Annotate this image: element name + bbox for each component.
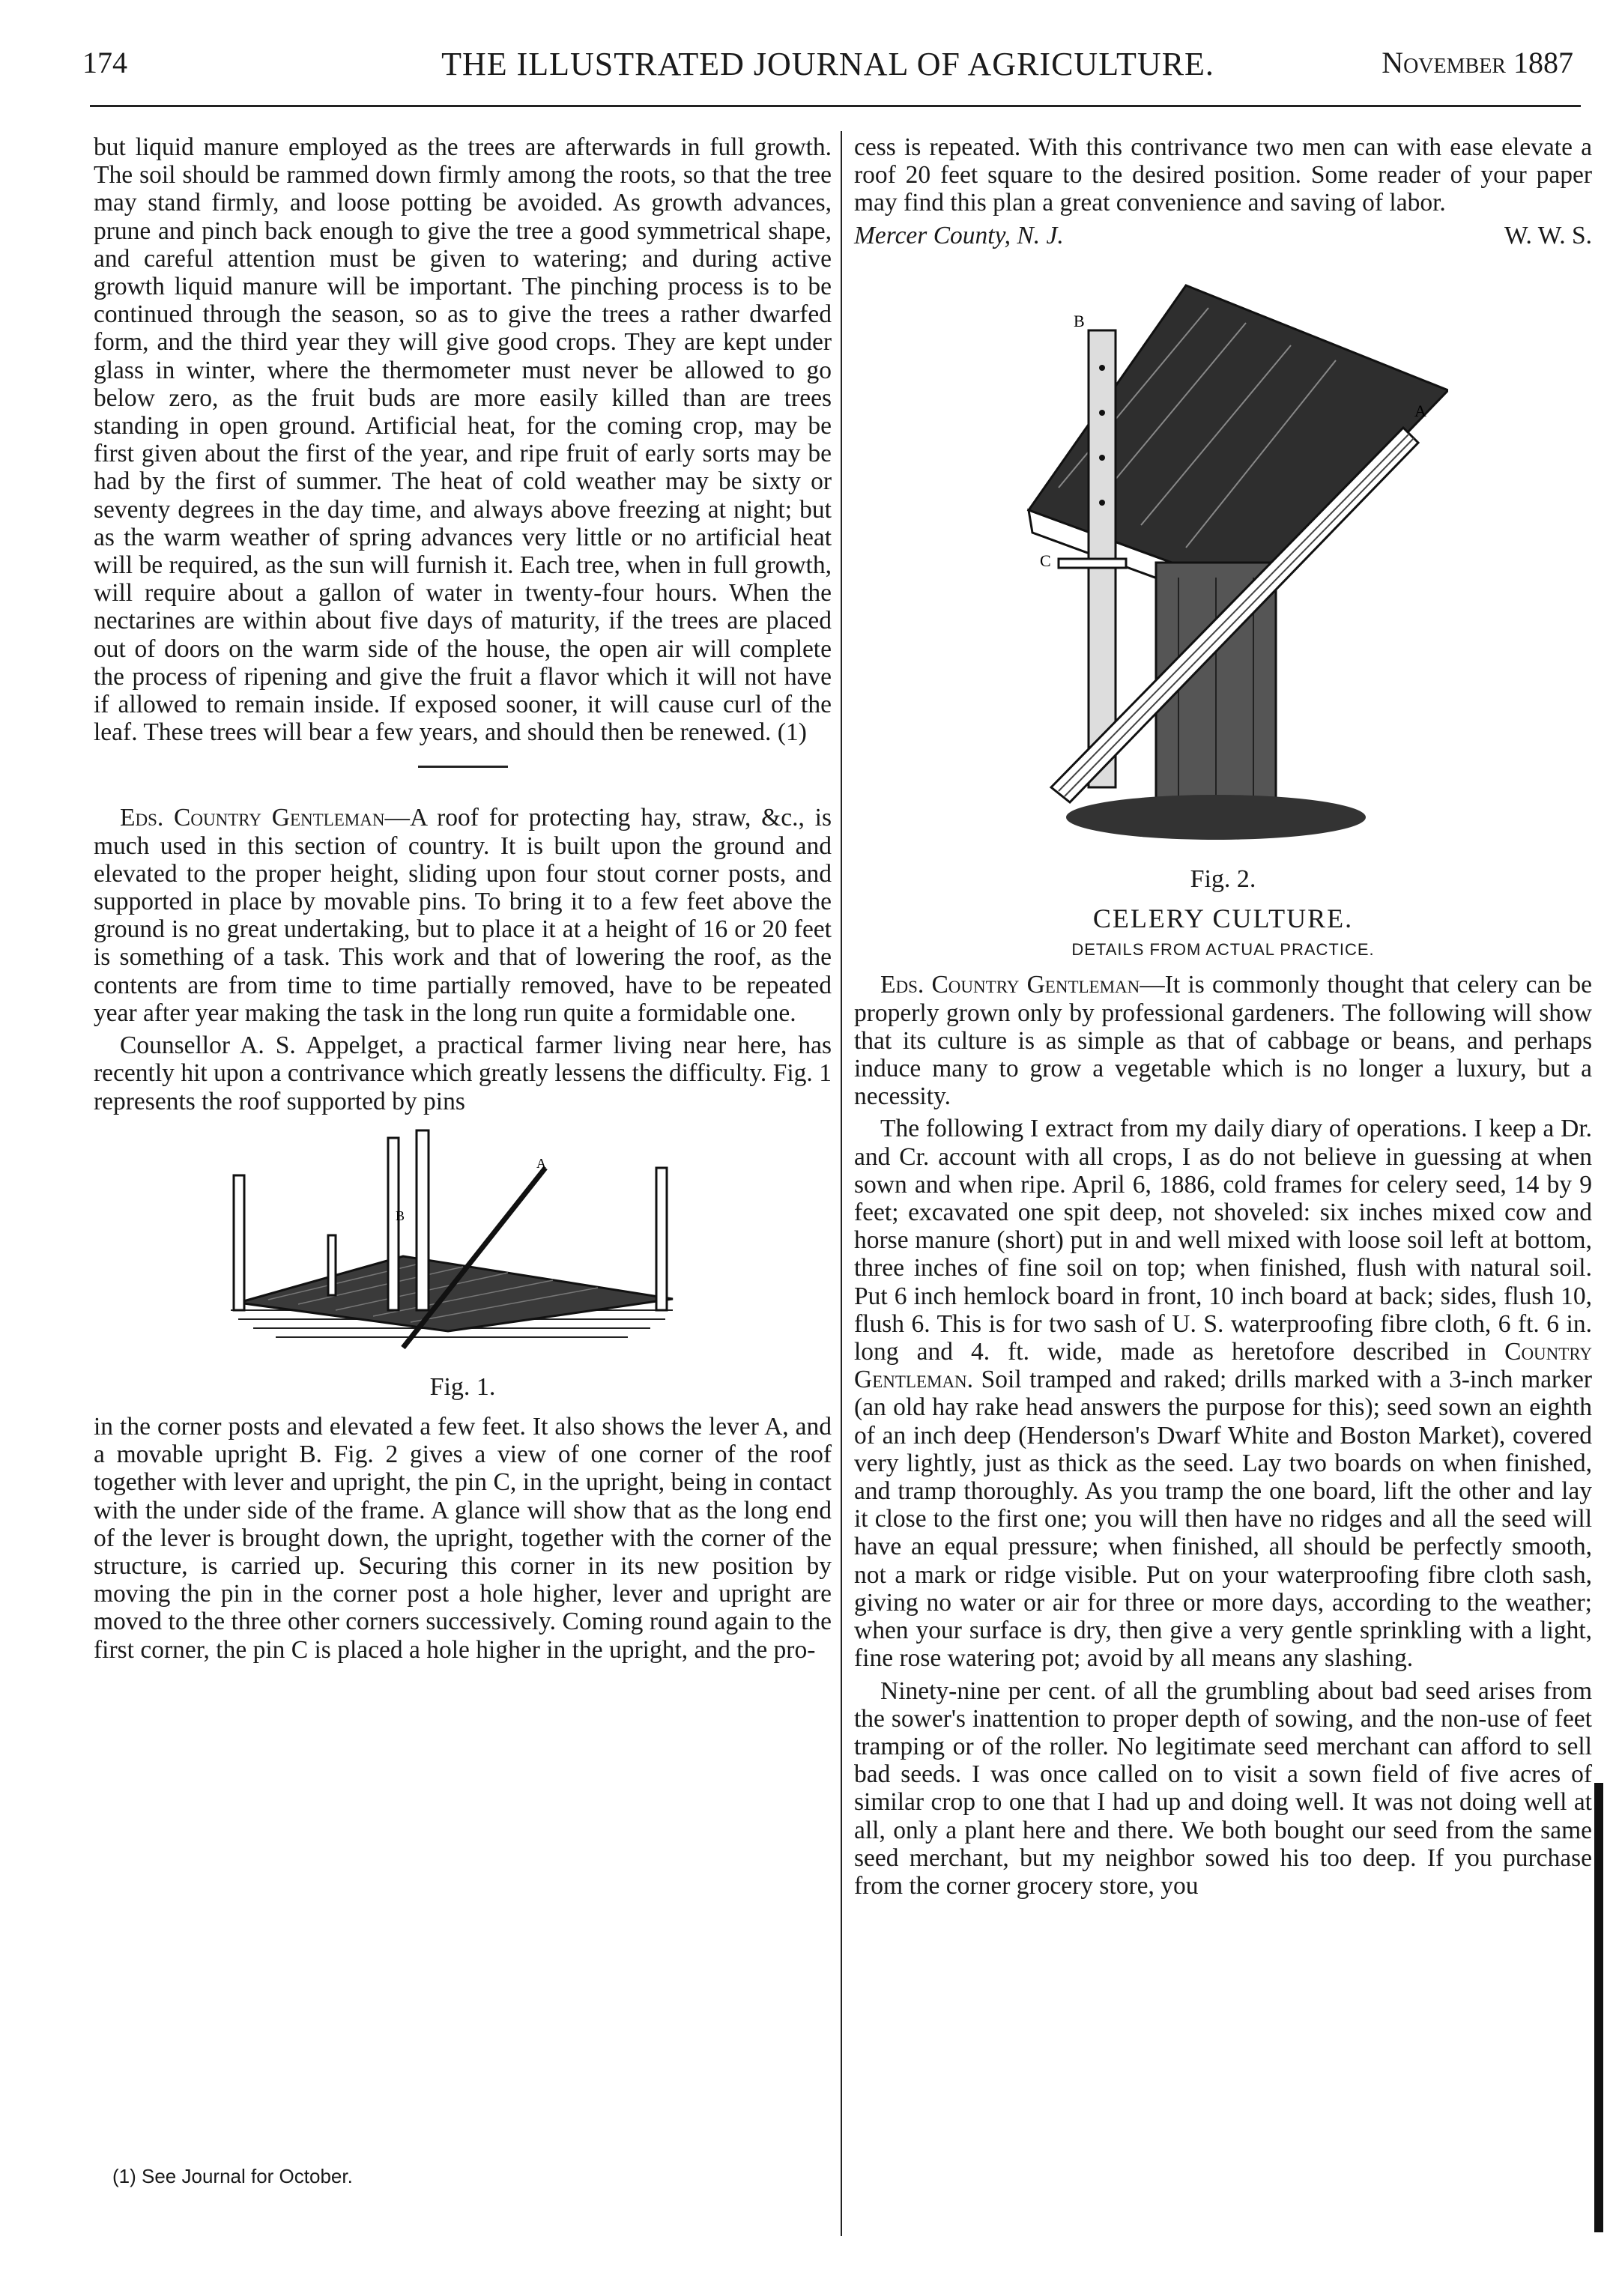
article-separator [418,766,508,768]
left-column [94,133,832,2201]
figure-1-caption: Fig. 1. [429,1372,496,1401]
appelget-paragraph: Counsellor A. S. Appelget, a practical farmer living near here, has recently hit upon a contrivance which greatly lessens the difficulty. Fig. 1 represents the roof supported by pins [94,1032,832,1115]
footnote: (1) See Journal for October. [112,2165,353,2187]
signature-initials: W. W. S. [1504,221,1592,249]
figure-2-corner-illustration [999,263,1448,862]
celery-salutation: Eds. Country Gentleman [880,971,1140,999]
journal-title: THE ILLUSTRATED JOURNAL OF AGRICULTURE. [441,46,1214,82]
letter-salutation: Eds. Country Gentleman [120,804,385,832]
fig1-label-b: B [395,1208,405,1223]
celery-diary-paragraph [854,1115,1592,1672]
fig2-label-a: A [1414,401,1426,420]
signature-place: Mercer County, N. J. [854,221,1064,249]
roof-intro-text: —A roof for protecting hay, straw, &c., is much used in this section of country. It is built upon the ground and elevated to the proper height, sliding upon four stout corner posts, and supported in place by movable pins. To bring it to a few feet above the ground is no great undertaking, but to place it at a height of 16 or 20 feet is something of a task. This work and that of lowering the roof, as the contents are from time to time partially removed, have to be repeated year after year making the task in the long run quite a formidable one. [94,804,832,1027]
figure-2-caption: Fig. 2. [1190,864,1256,893]
right-column [854,133,1592,2231]
fig1-label-a: A [536,1155,546,1171]
diary-publication-name: Country Gentleman. [854,1338,1592,1394]
page-header [82,45,1573,97]
fig2-label-c: C [1039,551,1051,570]
figure-1-roof-illustration [223,1123,703,1370]
seed-depth-paragraph: Ninety-nine per cent. of all the grumbling about bad seed arises from the sower's inattention to proper depth of sowing, and the non-use of feet tramping or of the roller. No legitimate seed merchant can afford to sell bad seeds. I was once called on to visit a sown field of five acres of similar crop to one that I had up and doing well. It was not doing well at all, only a plant here and there. We both bought our seed from the same seed merchant, but my neighbor sowed his too deep. If you purchase from the corner grocery store, you [854,1676,1592,1900]
celery-section-subtitle: DETAILS FROM ACTUAL PRACTICE. [1071,940,1375,960]
celery-section-title: CELERY CULTURE. [1092,903,1354,934]
column-divider [841,131,842,2236]
letter-signature [854,222,1592,249]
celery-intro-paragraph [854,971,1592,1110]
diary-text-end: Soil tramped and raked; drills marked with a 3-inch marker (an old hay rake head answers the purpose for this); seed sown an eighth of an inch deep (Henderson's Dwarf White and Boston Market), covered very lightly, just as thick as the seed. Lay two boards on when finished, and tramp thoroughly. As you tramp the one board, lift the other and lay it close to the first one; you will then have no ridges and all the seed will have an equal pressure; when finished, all should be perfectly smooth, not a mark or ridge visible. Put on your waterproofing fibre cloth sash, giving no water or air for three or more days, according to the weather; when your surface is dry, then give a very gentle sprinkling with a light, fine rose watering pot; avoid by all means any slashing. [854,1366,1592,1673]
header-rule [90,105,1581,107]
lever-paragraph: in the corner posts and elevated a few feet. It also shows the lever A, and a movable upright B. Fig. 2 gives a view of one corner of the roof together with lever and upright, the pin C, in the upright, being in contact with the under side of the frame. A glance will show that as the long end of the lever is brought down, the upright, together with the corner of the structure, is carried up. Securing this corner in its new position by moving the pin in the corner post a hole higher, lever and upright are moved to the three other corners successively. Coming round again to the first corner, the pin C is placed a hole higher in the upright, and the pro- [94,1412,832,1664]
page-edge-shadow [1594,1783,1603,2232]
roof-conclusion-paragraph: cess is repeated. With this contrivance two men can with ease elevate a roof 20 feet square to the desired position. Some reader of your paper may find this plan a great convenience and saving of labor. [854,133,1592,217]
issue-date: November 1887 [1382,46,1573,79]
nectarine-paragraph: but liquid manure employed as the trees are afterwards in full growth. The soil should be rammed down firmly among the roots, so that the tree may stand firmly, and loose potting be avoided. As growth advances, prune and pinch back enough to give the tree a good symmetrical shape, and careful attention must be given to watering; and during active growth liquid manure will be important. The pinching process is to be continued through the season, so as to give the trees a rather dwarfed form, and the third year they will give good crops. They are kept under glass in winter, where the thermometer must never be allowed to go below zero, as the fruit buds are more easily killed than are trees standing in open ground. Artificial heat, for the coming crop, may be first given about the first of the year, and ripe fruit of early sorts may be had by the first of summer. The heat of cold weather may be sixty or seventy degrees in the day time, and always above freezing at night; but as the warm weather of spring advances very little or no artificial heat will be required, as the sun will furnish it. Each tree, when in full growth, will require about a gallon of water in twenty-four hours. When the nectarines are within about five days of maturity, if the trees are placed out of doors on the warm side of the house, the open air will complete the process of ripening and give the fruit a flavor which it will not have if allowed to remain inside. If exposed sooner, it will cause curl of the leaf. These trees will bear a few years, and should then be renewed. (1) [94,133,832,747]
page-number: 174 [82,46,127,79]
fig2-label-b: B [1073,311,1085,330]
diary-text-start: The following I extract from my daily diary of operations. I keep a Dr. and Cr. account with all crops, I as do not believe in guessing at when sown and when ripe. April 6, 1886, cold frames for celery seed, 14 by 9 feet; excavated one spit deep, not shoveled: six inches mixed cow and horse manure (short) put in and well mixed with loose soil left at bottom, three inches of fine soil on top; when finished, flush with natural soil. Put 6 inch hemlock board in front, 10 inch board at back; sides, flush 10, flush 6. This is for two sash of U. S. waterproofing fibre cloth, 6 ft. 6 in. long and 4. ft. wide, made as heretofore described in [854,1115,1592,1366]
roof-intro-paragraph [94,804,832,1027]
celery-intro-text: —It is commonly thought that celery can be properly grown only by professional gardeners. The following will show that its culture is as simple as that of cabbage or beans, and perhaps induce many to grow a vegetable which is no longer a luxury, but a necessity. [854,971,1592,1111]
